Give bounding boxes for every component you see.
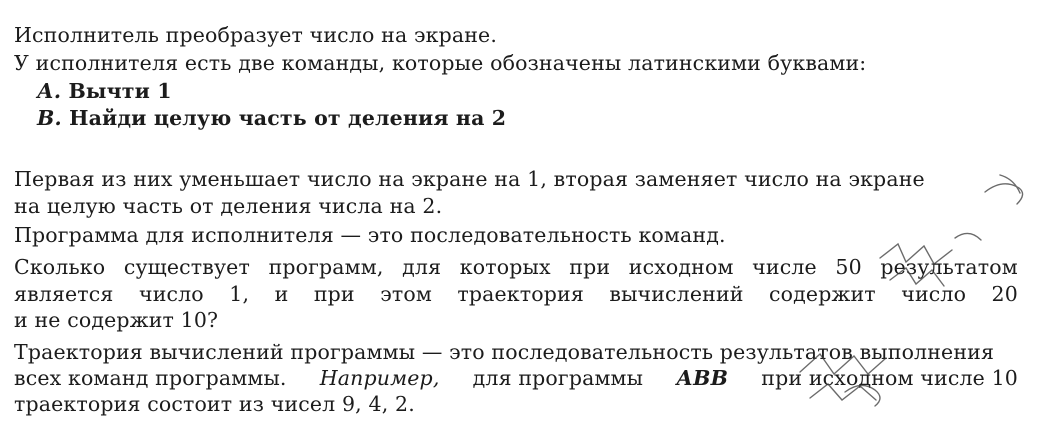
word: 50 <box>835 255 862 279</box>
command-b-text: Найди целую часть от деления на 2 <box>69 106 507 130</box>
word: и <box>274 282 289 306</box>
word: число <box>138 282 204 306</box>
command-b <box>37 105 506 131</box>
def-text-1: всех команд программы. <box>14 366 287 390</box>
word: существует <box>123 255 250 279</box>
word: является <box>14 282 114 306</box>
intro-line-2: У исполнителя есть две команды, которые обозначены латинскими буквами: <box>14 51 867 75</box>
word: содержит <box>769 282 876 306</box>
word: числе <box>752 255 817 279</box>
def-text-3: при исходном числе 10 <box>761 366 1018 390</box>
question-line-2 <box>14 281 1018 307</box>
word: при <box>569 255 611 279</box>
description-line-2: на целую часть от деления числа на 2. <box>14 194 443 218</box>
trajectory-definition-line-3: траектория состоит из чисел 9, 4, 2. <box>14 392 415 416</box>
trajectory-definition-line-2 <box>14 365 1018 391</box>
word: при <box>313 282 355 306</box>
word: траектория <box>457 282 584 306</box>
word: Сколько <box>14 255 106 279</box>
word: 20 <box>991 282 1018 306</box>
word: которых <box>459 255 551 279</box>
word: результатом <box>880 255 1018 279</box>
description-line-1: Первая из них уменьшает число на экране на 1, вторая заменяет число на экране <box>14 167 925 191</box>
command-a <box>37 78 172 104</box>
word: число <box>901 282 967 306</box>
program-example: АВВ <box>676 366 729 390</box>
trajectory-definition-line-1: Траектория вычислений программы — это последовательность результатов выполнения <box>14 340 995 364</box>
intro-line-1: Исполнитель преобразует число на экране. <box>14 23 497 47</box>
command-a-text: Вычти 1 <box>68 79 172 103</box>
command-b-letter: В. <box>37 106 62 130</box>
program-definition: Программа для исполнителя — это последовательность команд. <box>14 223 726 247</box>
word: программ, <box>268 255 384 279</box>
word: этом <box>380 282 432 306</box>
question-line-3: и не содержит 10? <box>14 308 219 332</box>
command-a-letter: А. <box>37 79 62 103</box>
word: 1, <box>229 282 250 306</box>
word: для <box>402 255 442 279</box>
question-line-1 <box>14 254 1018 280</box>
word: исходном <box>628 255 734 279</box>
word: вычислений <box>609 282 744 306</box>
def-text-2: для программы <box>472 366 644 390</box>
example-word: Например, <box>319 366 440 390</box>
